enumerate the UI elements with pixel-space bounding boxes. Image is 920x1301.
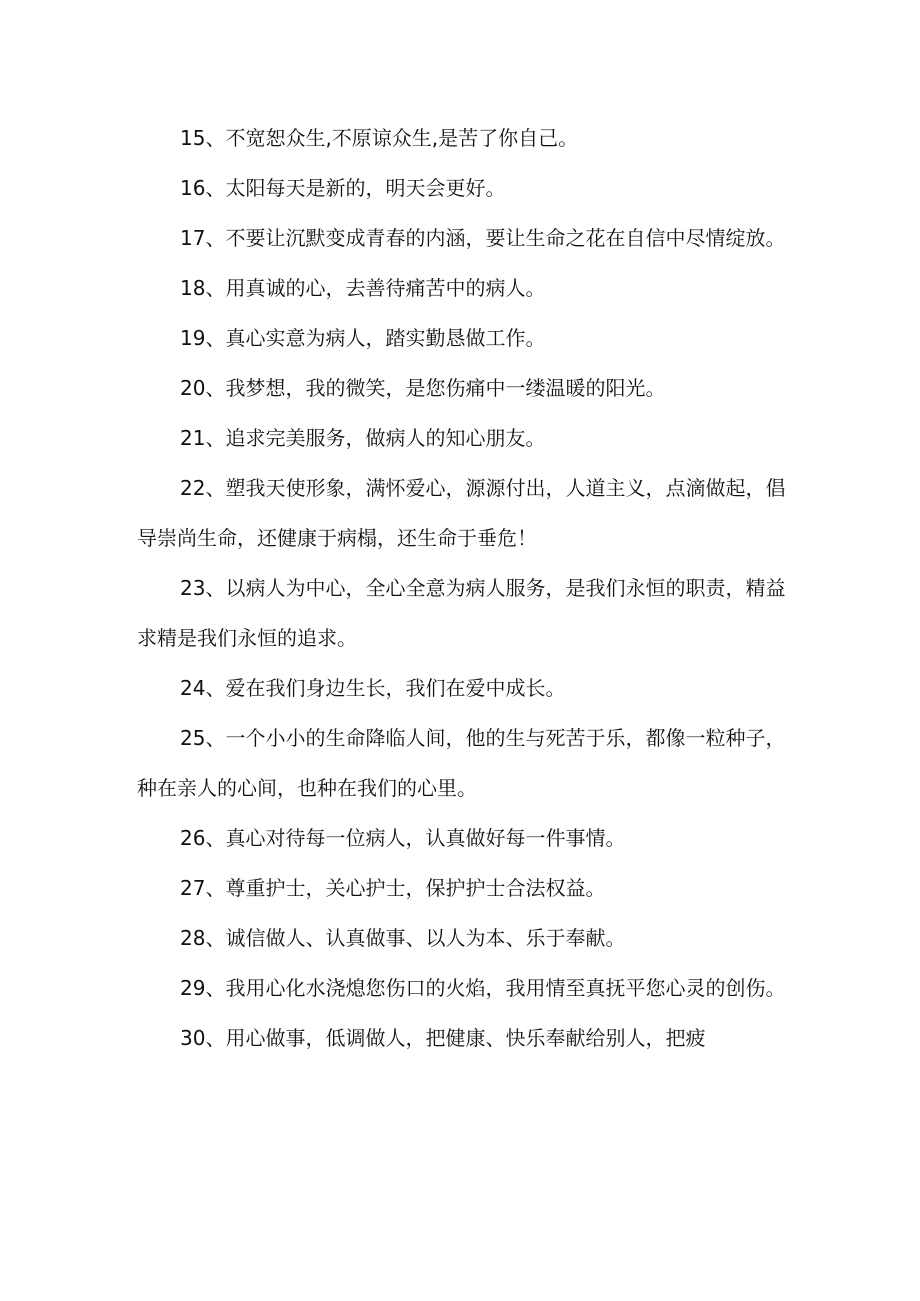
document-body xyxy=(137,113,787,1063)
paragraph-15: 15、不宽恕众生,不原谅众生,是苦了你自己。 xyxy=(180,126,579,150)
paragraph-22: 22、塑我天使形象，满怀爱心，源源付出，人道主义，点滴做起，倡导崇尚生命，还健康于病榻，还生命于垂危！ xyxy=(137,476,786,550)
paragraph-28: 28、诚信做人、认真做事、以人为本、乐于奉献。 xyxy=(180,926,626,950)
paragraph-30: 30、用心做事，低调做人，把健康、快乐奉献给别人，把疲 xyxy=(180,1026,706,1050)
paragraph-20: 20、我梦想，我的微笑，是您伤痛中一缕温暖的阳光。 xyxy=(180,376,666,400)
paragraph-27: 27、尊重护士，关心护士，保护护士合法权益。 xyxy=(180,876,606,900)
paragraph-16: 16、太阳每天是新的，明天会更好。 xyxy=(180,176,506,200)
paragraph-18: 18、用真诚的心，去善待痛苦中的病人。 xyxy=(180,276,546,300)
paragraph-19: 19、真心实意为病人，踏实勤恳做工作。 xyxy=(180,326,546,350)
paragraph-25: 25、一个小小的生命降临人间，他的生与死苦于乐，都像一粒种子，种在亲人的心间，也种在我们的心里。 xyxy=(137,726,786,800)
paragraph-21: 21、追求完美服务，做病人的知心朋友。 xyxy=(180,426,546,450)
paragraph-29: 29、我用心化水浇熄您伤口的火焰，我用情至真抚平您心灵的创伤。 xyxy=(180,976,786,1000)
paragraph-17: 17、不要让沉默变成青春的内涵，要让生命之花在自信中尽情绽放。 xyxy=(180,226,786,250)
paragraph-24: 24、爱在我们身边生长，我们在爱中成长。 xyxy=(180,676,566,700)
paragraph-26: 26、真心对待每一位病人，认真做好每一件事情。 xyxy=(180,826,626,850)
paragraph-23: 23、以病人为中心，全心全意为病人服务，是我们永恒的职责，精益求精是我们永恒的追求。 xyxy=(137,576,786,650)
